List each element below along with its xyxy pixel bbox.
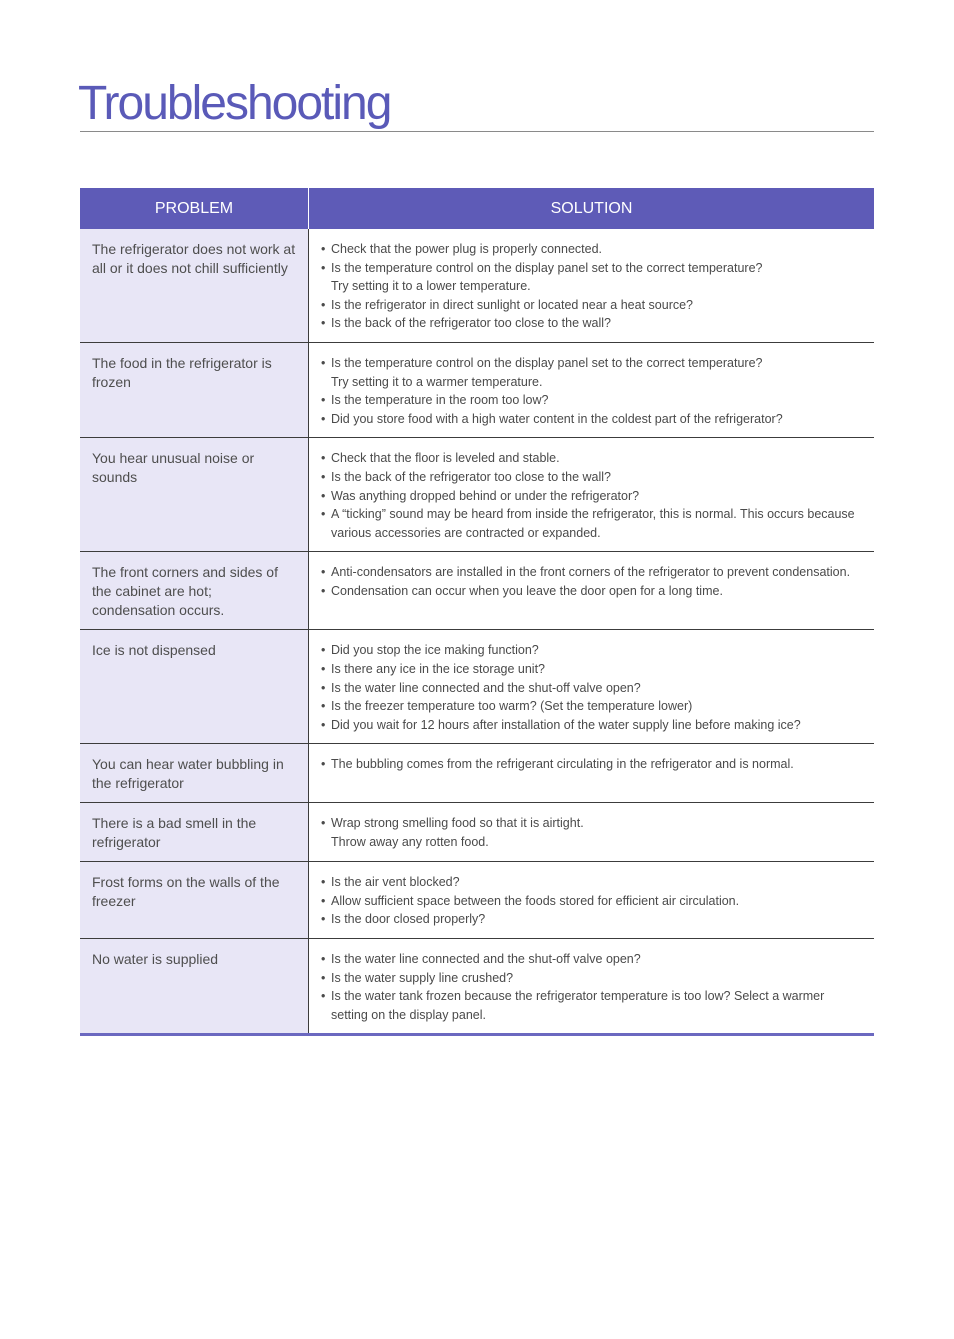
problem-cell: The food in the refrigerator is frozen — [80, 342, 309, 437]
solution-item-continuation: Try setting it to a lower temperature. — [331, 279, 531, 294]
solution-item: • Is the door closed properly? — [321, 910, 862, 929]
solution-cell — [309, 229, 875, 342]
solution-list — [321, 814, 862, 851]
solution-item: • Did you stop the ice making function? — [321, 641, 862, 660]
solution-list — [321, 755, 862, 774]
table-row — [80, 342, 874, 437]
table-row — [80, 229, 874, 342]
solution-item: • A “ticking” sound may be heard from inside the refrigerator, this is normal. This occurs because various accessories are contracted or expanded. — [321, 505, 862, 542]
solution-cell — [309, 630, 875, 744]
solution-item: • Did you store food with a high water content in the coldest part of the refrigerator? — [321, 410, 862, 429]
table-row — [80, 630, 874, 744]
table-row — [80, 803, 874, 862]
solution-list — [321, 449, 862, 542]
solution-item: • Is the water line connected and the shut-off valve open? — [321, 950, 862, 969]
solution-cell — [309, 342, 875, 437]
table-body — [80, 229, 874, 1035]
solution-item: • Is the temperature control on the display panel set to the correct temperature? — [321, 354, 862, 373]
solution-cell — [309, 744, 875, 803]
solution-list — [321, 563, 862, 600]
solution-item: • Is the water line connected and the shut-off valve open? — [321, 679, 862, 698]
solution-item: • Is the temperature control on the display panel set to the correct temperature? — [321, 259, 862, 278]
solution-item: • Is the temperature in the room too low? — [321, 391, 862, 410]
solution-item: • Is the air vent blocked? — [321, 873, 862, 892]
problem-cell: Ice is not dispensed — [80, 630, 309, 744]
solution-item: • Is the refrigerator in direct sunlight or located near a heat source? — [321, 296, 862, 315]
solution-item: • Condensation can occur when you leave the door open for a long time. — [321, 582, 862, 601]
solution-item: • Did you wait for 12 hours after installation of the water supply line before making ice? — [321, 716, 862, 735]
problem-cell: The front corners and sides of the cabinet are hot; condensation occurs. — [80, 552, 309, 630]
problem-column-header: PROBLEM — [80, 188, 309, 229]
solution-cell — [309, 862, 875, 939]
table-row — [80, 438, 874, 552]
solution-item: • Check that the floor is leveled and stable. — [321, 449, 862, 468]
solution-column-header: SOLUTION — [309, 188, 875, 229]
solution-list — [321, 950, 862, 1024]
solution-cell — [309, 939, 875, 1035]
solution-item-continuation: Throw away any rotten food. — [331, 834, 489, 849]
problem-cell: There is a bad smell in the refrigerator — [80, 803, 309, 862]
page-title: Troubleshooting — [78, 77, 391, 130]
solution-item: • Allow sufficient space between the foods stored for efficient air circulation. — [321, 892, 862, 911]
problem-cell: You hear unusual noise or sounds — [80, 438, 309, 552]
solution-item: • Is there any ice in the ice storage unit? — [321, 660, 862, 679]
solution-cell — [309, 438, 875, 552]
solution-cell — [309, 552, 875, 630]
problem-cell: No water is supplied — [80, 939, 309, 1035]
solution-item: • Is the back of the refrigerator too close to the wall? — [321, 468, 862, 487]
solution-item-continuation: Try setting it to a warmer temperature. — [331, 374, 543, 389]
solution-item: • The bubbling comes from the refrigerant circulating in the refrigerator and is normal. — [321, 755, 862, 774]
problem-cell: You can hear water bubbling in the refrigerator — [80, 744, 309, 803]
solution-item: • Check that the power plug is properly connected. — [321, 240, 862, 259]
solution-item: • Is the water tank frozen because the refrigerator temperature is too low? Select a warmer setting on the display panel. — [321, 987, 862, 1024]
table-row — [80, 862, 874, 939]
solution-item: • Was anything dropped behind or under the refrigerator? — [321, 487, 862, 506]
solution-item: • Anti-condensators are installed in the front corners of the refrigerator to prevent condensation. — [321, 563, 862, 582]
solution-item: • Wrap strong smelling food so that it is airtight. — [321, 814, 862, 833]
solution-item: • Is the water supply line crushed? — [321, 969, 862, 988]
problem-cell: Frost forms on the walls of the freezer — [80, 862, 309, 939]
solution-item: • Is the freezer temperature too warm? (Set the temperature lower) — [321, 697, 862, 716]
table-row — [80, 744, 874, 803]
solution-cell — [309, 803, 875, 862]
solution-list — [321, 641, 862, 734]
table-row — [80, 552, 874, 630]
solution-item: • Is the back of the refrigerator too close to the wall? — [321, 314, 862, 333]
problem-cell: The refrigerator does not work at all or it does not chill sufficiently — [80, 229, 309, 342]
solution-list — [321, 240, 862, 333]
solution-list — [321, 873, 862, 929]
table-header-row — [80, 188, 874, 229]
troubleshooting-table — [80, 188, 874, 1036]
title-divider — [80, 131, 874, 132]
solution-list — [321, 354, 862, 428]
table-row — [80, 939, 874, 1035]
